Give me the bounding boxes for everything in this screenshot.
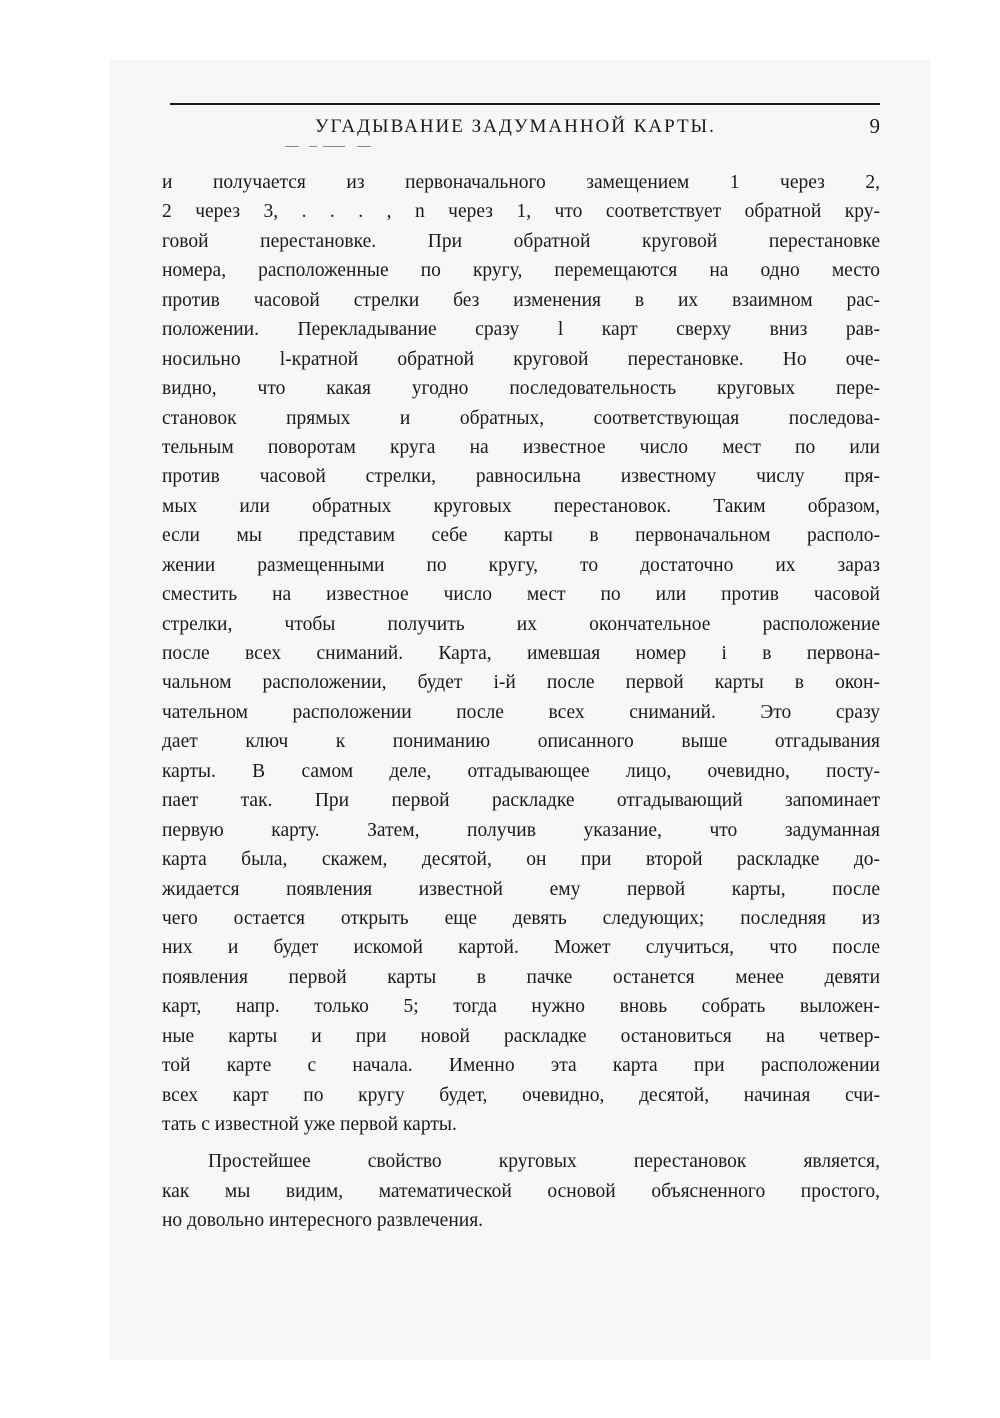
text-line: карты. В самом деле, отгадывающее лицо, очевидно, посту-	[162, 760, 880, 782]
ink-marks	[285, 146, 385, 150]
page-number: 9	[869, 114, 880, 138]
ink-mark	[323, 146, 345, 147]
paragraph	[162, 1147, 880, 1235]
paragraph-gap	[162, 1139, 880, 1147]
text-line: мых или обратных круговых перестановок. Таким образом,	[162, 495, 880, 517]
text-line: той карте с начала. Именно эта карта при расположении	[162, 1055, 880, 1077]
text-line: видно, что какая угодно последовательность круговых пере-	[162, 378, 880, 400]
text-line: карт, напр. только 5; тогда нужно вновь собрать выложен-	[162, 996, 880, 1018]
running-title: УГАДЫВАНИЕ ЗАДУМАННОЙ КАРТЫ.	[315, 116, 716, 137]
text-line: них и будет искомой картой. Может случиться, что после	[162, 937, 880, 959]
text-line: Простейшее свойство круговых перестановок является,	[208, 1151, 880, 1173]
text-line: говой перестановке. При обратной круговой перестановке	[162, 230, 880, 252]
header-rule	[170, 103, 880, 105]
text-line: носильно l-кратной обратной круговой перестановке. Но оче-	[162, 348, 880, 370]
text-line: появления первой карты в пачке останется менее девяти	[162, 966, 880, 988]
text-line: ные карты и при новой раскладке остановиться на четвер-	[162, 1025, 880, 1047]
ink-mark	[285, 146, 299, 147]
text-line: первую карту. Затем, получив указание, что задуманная	[162, 819, 880, 841]
text-line: но довольно интересного развлечения.	[162, 1210, 484, 1232]
ink-mark	[309, 146, 317, 147]
text-line: всех карт по кругу будет, очевидно, десятой, начиная счи-	[162, 1084, 880, 1106]
text-line: чальном расположении, будет i-й после первой карты в окон-	[162, 672, 880, 694]
text-line: после всех сниманий. Карта, имевшая номер i в первона-	[162, 643, 880, 664]
text-line: если мы представим себе карты в первоначальном располо-	[162, 525, 880, 547]
text-line: положении. Перекладывание сразу l карт сверху вниз рав-	[162, 319, 880, 341]
text-line: чательном расположении после всех сниманий. Это сразу	[162, 701, 880, 723]
text-line: чего остается открыть еще девять следующих; последняя из	[162, 907, 880, 929]
running-head	[170, 112, 880, 142]
text-line: тельным поворотам круга на известное число мест по или	[162, 436, 880, 458]
text-line: номера, расположенные по кругу, перемещаются на одно место	[162, 260, 880, 282]
body-text	[162, 168, 880, 1236]
text-line: и получается из первоначального замещением 1 через 2,	[162, 172, 880, 193]
text-line: жидается появления известной ему первой карты, после	[162, 878, 880, 900]
text-line: пает так. При первой раскладке отгадывающий запоминает	[162, 790, 880, 812]
text-line: как мы видим, математической основой объясненного простого,	[162, 1180, 880, 1202]
paragraph	[162, 168, 880, 1139]
text-line: сместить на известное число мест по или против часовой	[162, 584, 880, 606]
text-line: против часовой стрелки, равносильна известному числу пря-	[162, 466, 880, 488]
text-line: карта была, скажем, десятой, он при второй раскладке до-	[162, 849, 880, 871]
text-line: стрелки, чтобы получить их окончательное расположение	[162, 613, 880, 635]
text-line: тать с известной уже первой карты.	[162, 1114, 457, 1135]
text-line: 2 через 3, . . . , n через 1, что соответствует обратной кру-	[162, 201, 880, 223]
ink-mark	[357, 146, 371, 147]
text-line: жении размещенными по кругу, то достаточно их зараз	[162, 554, 880, 576]
text-line: против часовой стрелки без изменения в их взаимном рас-	[162, 289, 880, 311]
text-line: становок прямых и обратных, соответствующая последова-	[162, 407, 880, 429]
text-line: дает ключ к пониманию описанного выше отгадывания	[162, 731, 880, 753]
